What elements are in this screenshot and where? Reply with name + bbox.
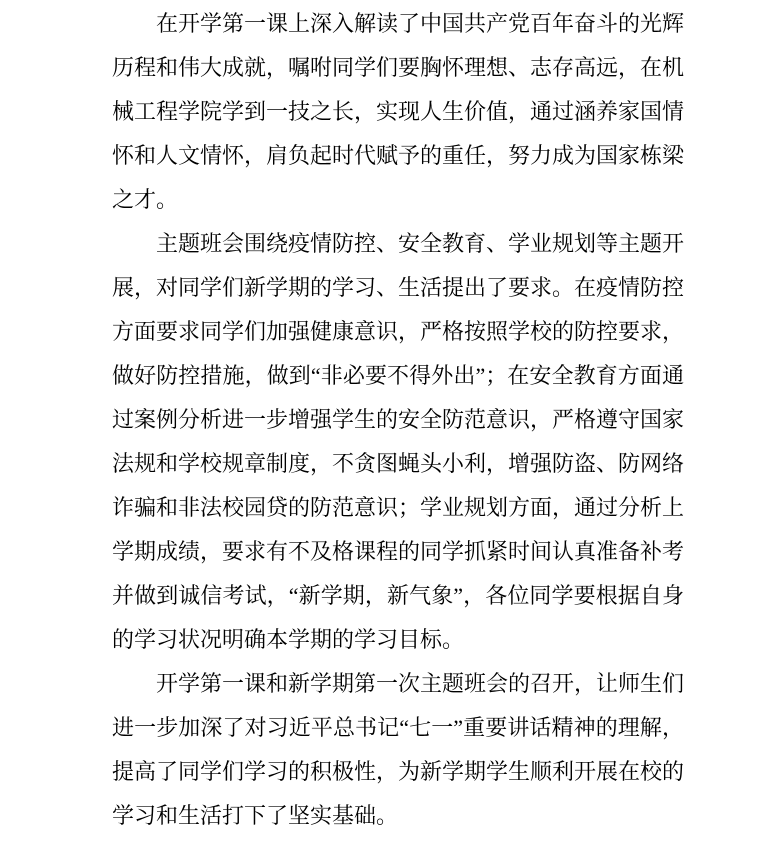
document-text-area (112, 2, 684, 838)
paragraph: 主题班会围绕疫情防控、安全教育、学业规划等主题开展，对同学们新学期的学习、生活提出了要求。在疫情防控方面要求同学们加强健康意识，严格按照学校的防控要求，做好防控措施，做到“非必要不得外出”；在安全教育方面通过案例分析进一步增强学生的安全防范意识，严格遵守国家法规和学校规章制度，不贪图蝇头小利，增强防盗、防网络诈骗和非法校园贷的防范意识；学业规划方面，通过分析上学期成绩，要求有不及格课程的同学抓紧时间认真准备补考并做到诚信考试，“新学期，新气象”，各位同学要根据自身的学习状况明确本学期的学习目标。 (112, 231, 685, 652)
paragraph: 在开学第一课上深入解读了中国共产党百年奋斗的光辉历程和伟大成就，嘱咐同学们要胸怀理想、志存高远，在机械工程学院学到一技之长，实现人生价值，通过涵养家国情怀和人文情怀，肩负起时代赋予的重任，努力成为国家栋梁之才。 (112, 11, 685, 212)
paragraph: 开学第一课和新学期第一次主题班会的召开，让师生们进一步加深了对习近平总书记“七一”重要讲话精神的理解，提高了同学们学习的积极性，为新学期学生顺利开展在校的学习和生活打下了坚实基础。 (112, 671, 685, 828)
